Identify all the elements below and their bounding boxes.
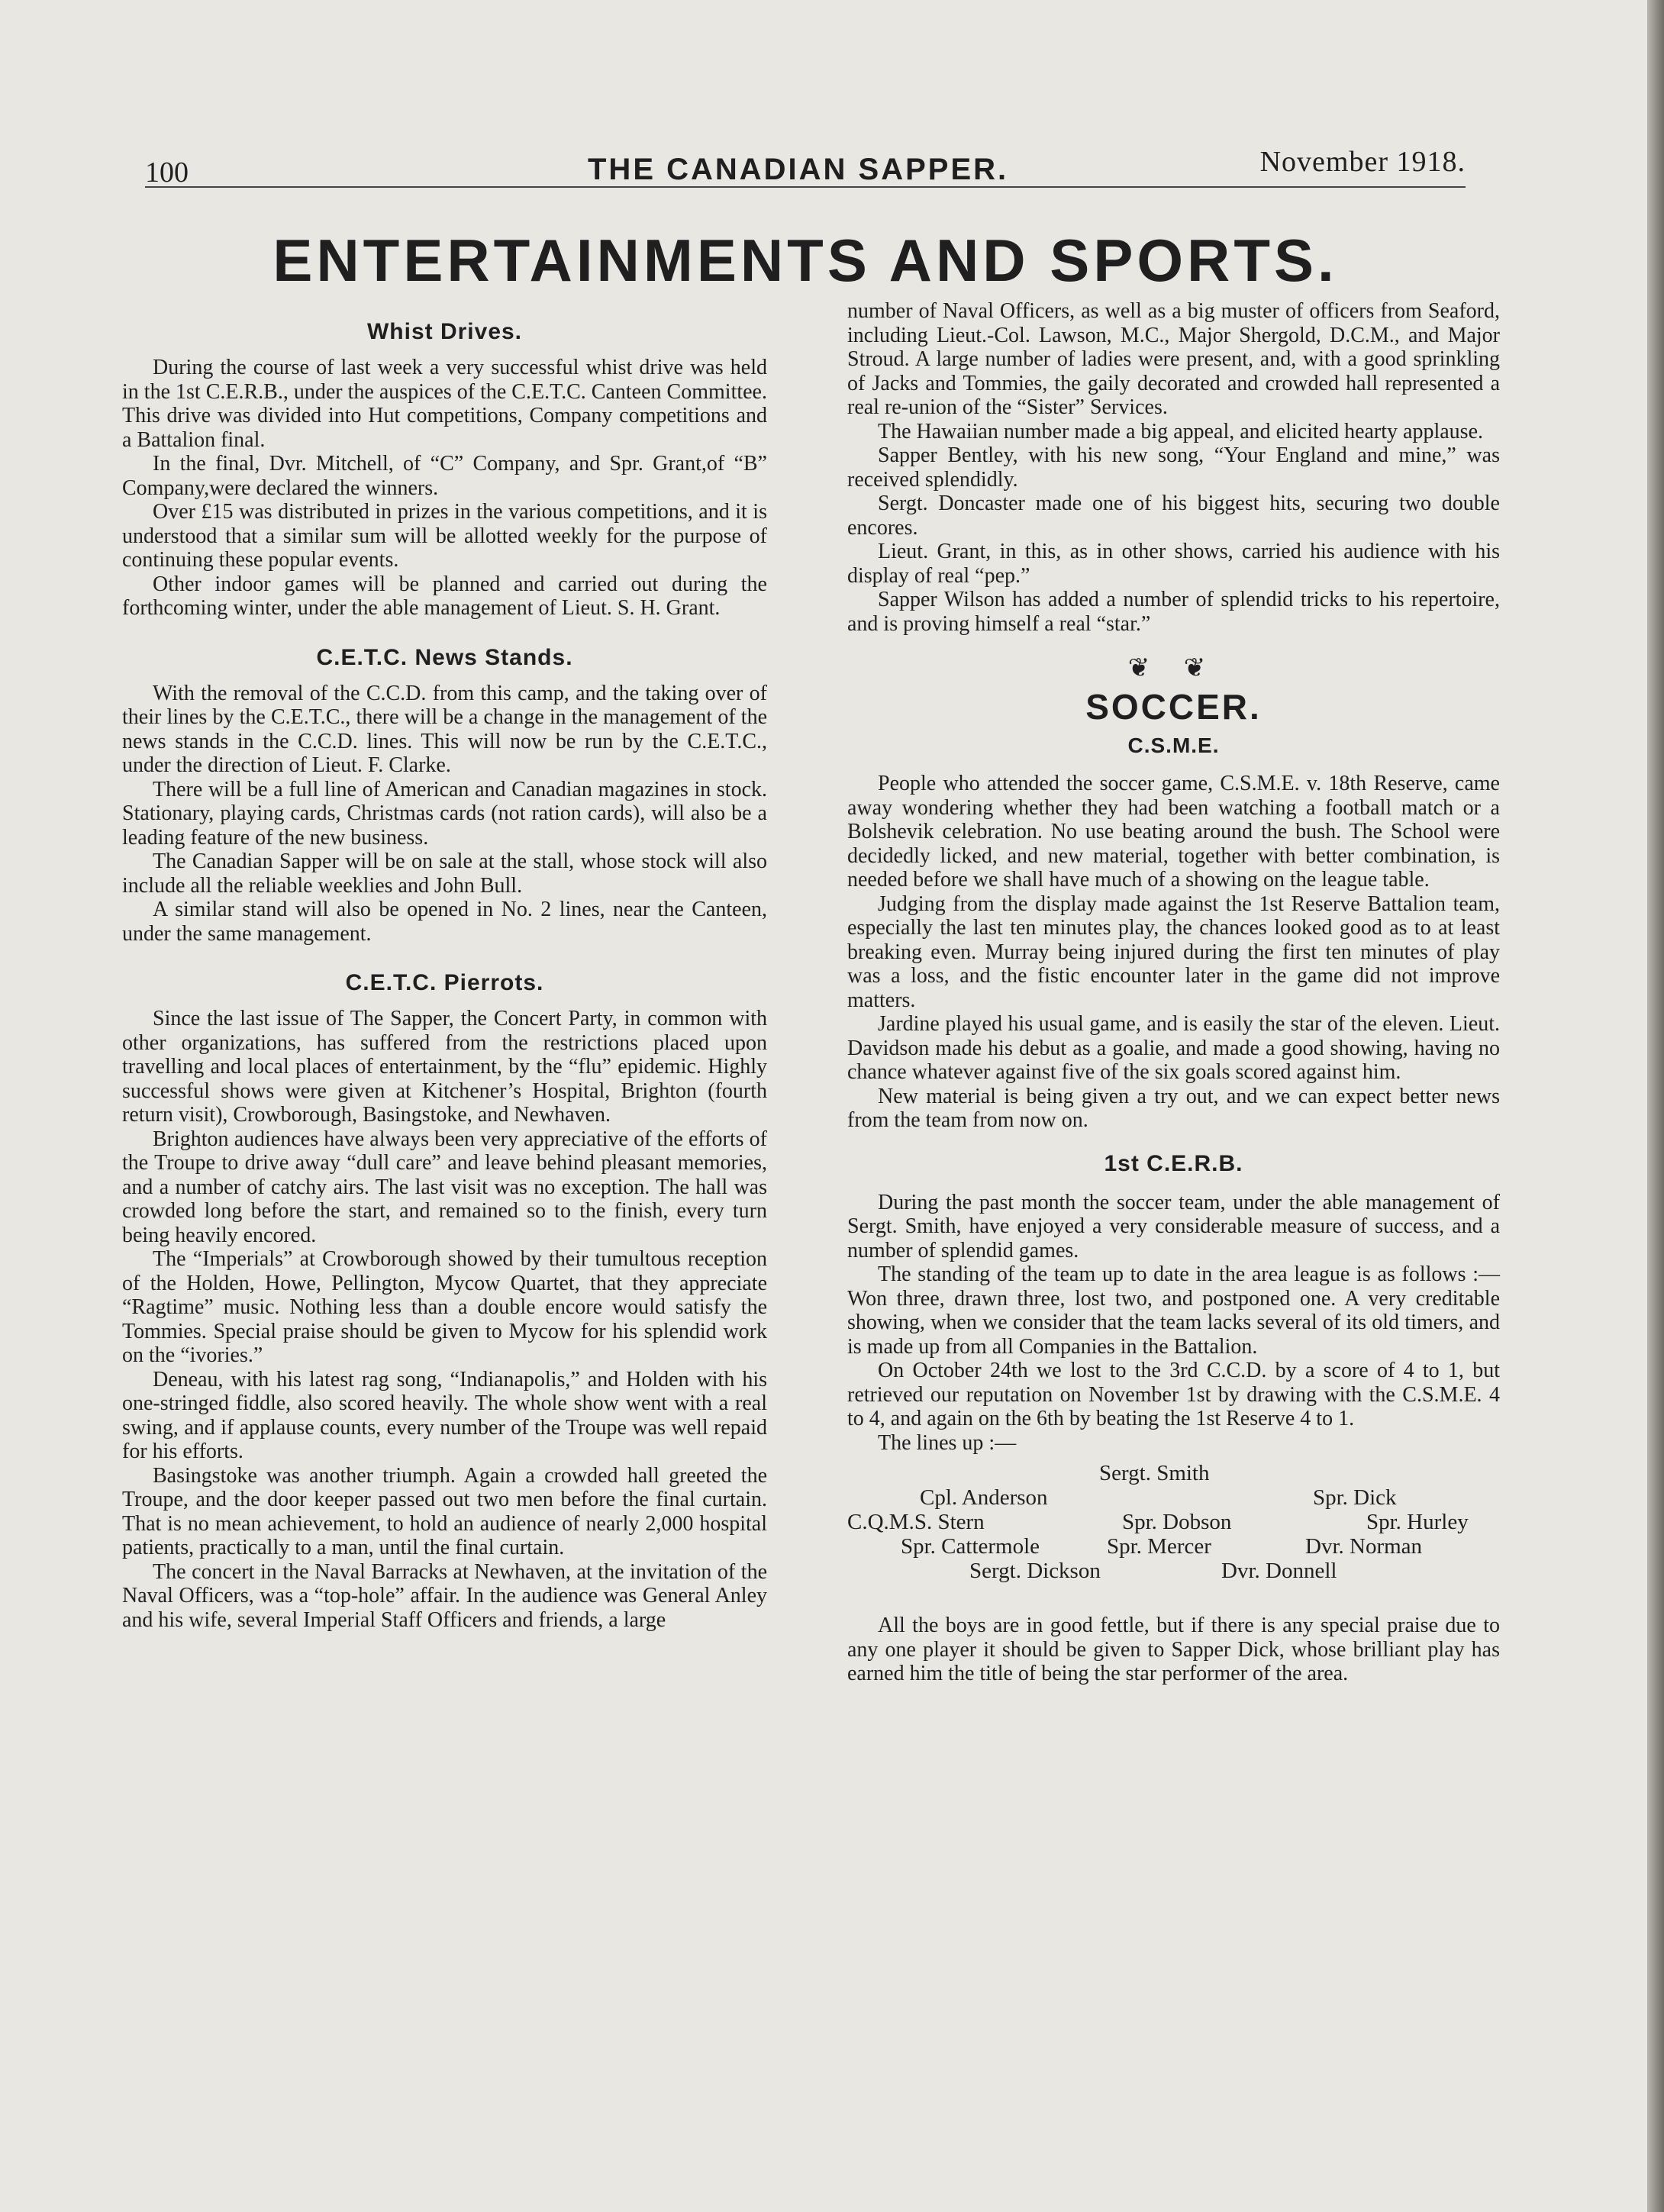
paragraph: Brighton audiences have always been very appreciative of the efforts of the Troupe to drive away “dull care” and leave behind pleasant memories, and a number of catchy airs. The last visit was no exception. The hall was crowded long before the start, and remained so to the finish, every turn being heavily encored. [122,1127,767,1247]
paragraph: Basingstoke was another triumph. Again a crowded hall greeted the Troupe, and the door keeper passed out two men before the final curtain. That is no mean achievement, to hold an audience of nearly 2,000 hospital patients, practically to a man, until the final curtain. [122,1463,767,1559]
paragraph: The “Imperials” at Crowborough showed by their tumultous reception of the Holden, Howe, Pellington, Mycow Quartet, that they appreciate “Ragtime” music. Nothing less than a double encore would satisfy the Tommies. Special praise should be given to Mycow for his splendid work on the “ivories.” [122,1247,767,1367]
paragraph: New material is being given a try out, and we can expect better news from the team from now on. [847,1084,1500,1132]
page-number: 100 [145,156,189,189]
page-title: ENTERTAINMENTS AND SPORTS. [272,227,1338,294]
left-column [122,319,767,1632]
paragraph: During the course of last week a very successful whist drive was held in the 1st C.E.R.B., under the auspices of the C.E.T.C. Canteen Committee. This drive was divided into Hut competitions, Company competitions and a Battalion final. [122,356,767,452]
lineup-player: Spr. Dobson [1122,1510,1232,1534]
lineup-player: Cpl. Anderson [920,1485,1048,1510]
paragraph: The Hawaiian number made a big appeal, and elicited hearty applause. [878,419,1483,443]
lineup-player: Sergt. Smith [1099,1461,1210,1485]
paragraph: The concert in the Naval Barracks at Newhaven, at the invitation of the Naval Officers, was a “top-hole” affair. In the audience was General Anley and his wife, several Imperial Staff Officers and friends, a large [122,1559,767,1632]
right-column [847,299,1500,1686]
lineup-player: Spr. Dick [1313,1485,1397,1510]
paragraph: Jardine played his usual game, and is easily the star of the eleven. Lieut. Davidson made his debut as a goalie, and made a good showing, having no chance whatever against five of the six goals scored against him. [847,1012,1500,1084]
soccer-title: SOCCER. [1085,687,1262,727]
news-stands-section [122,645,767,946]
csme-section [847,734,1500,1133]
section-heading: C.E.T.C. News Stands. [316,644,573,670]
pierrots-section [122,970,767,1632]
paragraph: Sergt. Doncaster made one of his biggest hits, securing two double encores. [847,492,1500,540]
paragraph: Deneau, with his latest rag song, “Indianapolis,” and Holden with his one-stringed fiddle, also scored heavily. The whole show went with a real swing, and if applause counts, every number of the Troupe was well repaid for his efforts. [122,1367,767,1463]
lineup-player: Dvr. Donnell [1221,1559,1337,1583]
paragraph: A similar stand will also be opened in No. 2 lines, near the Canteen, under the same management. [122,898,767,946]
paragraph: During the past month the soccer team, under the able management of Sergt. Smith, have enjoyed a very considerable measure of success, and a number of splendid games. [847,1190,1500,1262]
paragraph: Other indoor games will be planned and carried out during the forthcoming winter, under the able management of Lieut. S. H. Grant. [122,572,767,620]
journal-title: THE CANADIAN SAPPER. [588,153,1009,186]
fleuron-ornament: ❦ ❦ [1127,654,1220,682]
section-heading: C.E.T.C. Pierrots. [345,970,544,995]
paragraph: On October 24th we lost to the 3rd C.C.D. by a score of 4 to 1, but retrieved our reputation on November 1st by drawing with the C.S.M.E. 4 to 4, and again on the 6th by beating the 1st Reserve 4 to 1. [847,1359,1500,1430]
section-heading: 1st C.E.R.B. [1104,1150,1243,1176]
paragraph: In the final, Dvr. Mitchell, of “C” Company, and Spr. Grant,of “B” Company,were declared the winners. [122,452,767,500]
lineup-player: Spr. Hurley [1366,1510,1469,1534]
paragraph: Over £15 was distributed in prizes in the various competitions, and it is understood that a similar sum will be allotted weekly for the purpose of continuing these popular events. [122,500,767,572]
paragraph: The Canadian Sapper will be on sale at the stall, whose stock will also include all the reliable weeklies and John Bull. [122,850,767,898]
paragraph: With the removal of the C.C.D. from this camp, and the taking over of their lines by the C.E.T.C., there will be a change in the management of the news stands in the C.C.D. lines. This will now be run by the C.E.T.C., under the direction of Lieut. F. Clarke. [122,681,767,777]
running-header [145,145,1466,191]
lineup-player: Sergt. Dickson [969,1559,1101,1583]
paragraph: There will be a full line of American and Canadian magazines in stock. Stationary, playing cards, Christmas cards (not ration cards), will also be a leading feature of the new business. [122,777,767,850]
paragraph: People who attended the soccer game, C.S.M.E. v. 18th Reserve, came away wondering whether they had been watching a football match or a Bolshevik celebration. No use beating around the bush. The School were decidedly licked, and new material, together with better combination, is needed before we shall have much of a showing on the league table. [847,772,1500,892]
section-heading: C.S.M.E. [1127,734,1220,757]
paragraph: Judging from the display made against the 1st Reserve Battalion team, especially the last ten minutes play, the chances looked good as to at least breaking even. Murray being injured during the first ten minutes of play was a loss, and the fistic encounter later in the game did not improve matters. [847,892,1500,1012]
paragraph: All the boys are in good fettle, but if there is any special praise due to any one player it should be given to Sapper Dick, whose brilliant play has earned him the title of being the star performer of the area. [847,1614,1500,1685]
paragraph: Lieut. Grant, in this, as in other shows, carried his audience with his display of real “pep.” [847,540,1500,588]
paragraph: The standing of the team up to date in the area league is as follows :—Won three, drawn three, lost two, and postponed one. A very creditable showing, when we consider that the team lacks several of its old timers, and is made up from all Companies in the Battalion. [847,1262,1500,1359]
lineup-player: Spr. Mercer [1107,1534,1211,1559]
issue-date: November 1918. [1259,146,1466,178]
paragraph: Sapper Wilson has added a number of splendid tricks to his repertoire, and is proving himself a real “star.” [847,588,1500,636]
team-lineup [847,1461,1500,1614]
lineup-player: C.Q.M.S. Stern [847,1510,985,1534]
lineup-player: Spr. Cattermole [901,1534,1040,1559]
paragraph: Since the last issue of The Sapper, the Concert Party, in common with other organizations, has suffered from the restrictions placed upon travelling and local places of entertainment, by the “flu” epidemic. Highly successful shows were given at Kitchener’s Hospital, Brighton (fourth return visit), Crowborough, Basingstoke, and Newhaven. [122,1007,767,1127]
lineup-player: Dvr. Norman [1305,1534,1423,1559]
header-rule [145,186,1466,188]
paragraph: The lines up :— [878,1430,1017,1455]
paragraph: Sapper Bentley, with his new song, “Your England and mine,” was received splendidly. [847,443,1500,492]
paragraph: number of Naval Officers, as well as a big muster of officers from Seaford, including Lieut.-Col. Lawson, M.C., Major Shergold, D.C.M., and Major Stroud. A large number of ladies were present, and, with a good sprinkling of Jacks and Tommies, the gaily decorated and crowded hall represented a real re-union of the “Sister” Services. [847,299,1500,419]
whist-drives-section [122,319,767,621]
section-heading: Whist Drives. [366,319,523,344]
cerb-section [847,1151,1500,1686]
pierrots-continued-section [847,299,1500,636]
page-binding-edge [1647,0,1664,2212]
